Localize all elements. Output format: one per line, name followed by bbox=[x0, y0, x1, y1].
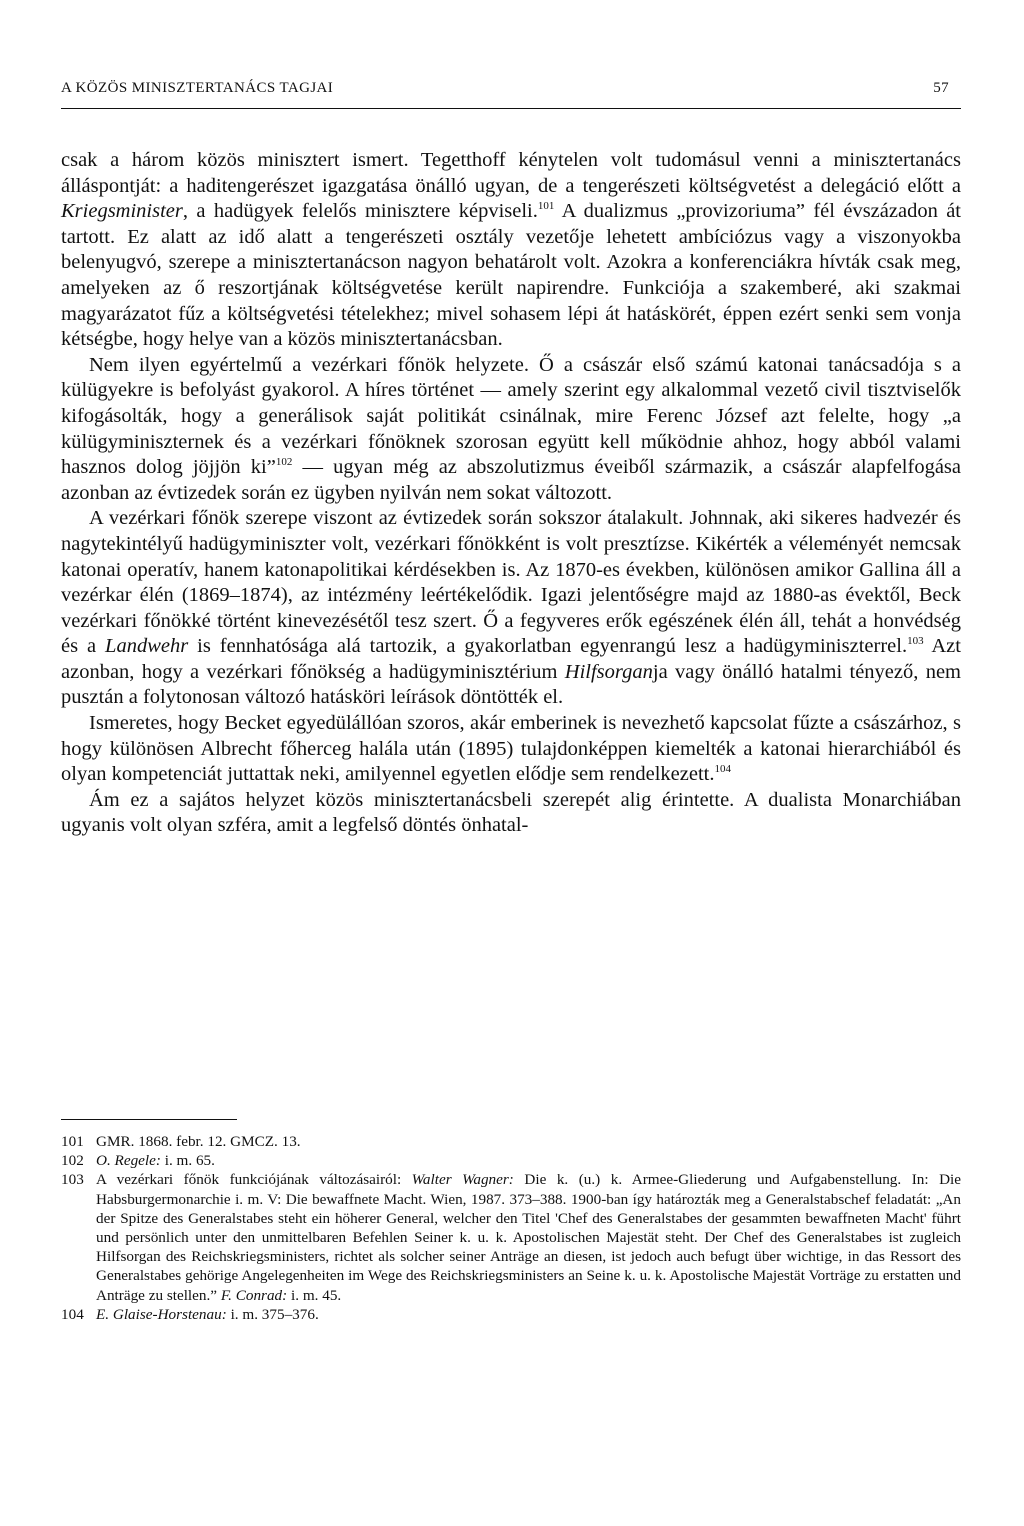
running-head bbox=[61, 80, 961, 102]
footnote-102 bbox=[61, 1151, 961, 1170]
author-name: Walter Wagner: bbox=[411, 1171, 514, 1189]
footnote-rule bbox=[61, 1119, 237, 1120]
author-name: O. Regele: bbox=[96, 1152, 161, 1170]
text-run: A dualizmus „provizoriuma” fél évszázadon át tartott. Ez alatt az idő alatt a tengerészeti osztály vezetője lehetett ambíciózus vagy a viszonyokba belenyugvó, szerepe a minisztertanácson nagyon behatárolt volt. Azokra a konferenciákra hívták csak meg, amelyeken az ő reszortjának költségvetése került napirendre. Funkciója a szakemberé, aki szakmai magyarázatot fűz a költségvetési tételekhez; mivel sohasem lépi át hatáskörét, éppen ezért senki sem vonja kétségbe, hogy helye van a közös minisztertanácsban. bbox=[61, 200, 961, 351]
book-page bbox=[61, 0, 961, 1526]
text-run: i. m. 375–376. bbox=[226, 1305, 319, 1323]
running-title: A KÖZÖS MINISZTERTANÁCS TAGJAI bbox=[61, 80, 334, 96]
footnote-number: 102 bbox=[61, 1152, 84, 1170]
author-name: E. Glaise-Horstenau: bbox=[96, 1305, 227, 1323]
italic-term: Kriegsminister bbox=[61, 200, 183, 223]
footnotes bbox=[61, 1132, 961, 1324]
footnote-101 bbox=[61, 1132, 961, 1151]
text-run: Ám ez a sajátos helyzet közös minisztertanácsbeli szerepét alig érintette. A dualista Monarchiában ugyanis volt olyan szféra, amit a legfelső döntés önhatal- bbox=[61, 788, 961, 837]
paragraph bbox=[61, 353, 961, 507]
main-text bbox=[61, 148, 961, 839]
text-run: , a hadügyek felelős minisztere képviseli. bbox=[182, 200, 538, 223]
footnote-ref: 102 bbox=[275, 456, 293, 469]
paragraph bbox=[61, 148, 961, 353]
text-run: — ugyan még az abszolutizmus éveiből származik, a császár alapfelfogása azonban az évtizedek során ez ügyben nyilván nem sokat változott. bbox=[61, 456, 961, 504]
footnote-ref: 101 bbox=[537, 200, 555, 213]
text-run: csak a három közös minisztert ismert. Tegetthoff kénytelen volt tudomásul venni a minisztertanács álláspontját: a haditengerészet igazgatása önálló ugyan, de a tengerészeti költségvetést a delegáció előtt a bbox=[61, 149, 961, 197]
author-name: F. Conrad: bbox=[220, 1286, 288, 1304]
footnote-number: 101 bbox=[61, 1133, 84, 1150]
paragraph bbox=[61, 506, 961, 711]
italic-term: Hilfsorgan bbox=[564, 660, 653, 683]
footnote-number: 103 bbox=[61, 1171, 84, 1189]
text-run: GMR. 1868. febr. 12. GMCZ. 13. bbox=[96, 1133, 301, 1150]
footnote-ref: 104 bbox=[714, 763, 731, 776]
footnote-number: 104 bbox=[61, 1305, 84, 1323]
text-run: A vezérkari főnök szerepe viszont az évtizedek során sokszor átalakult. Johnnak, aki sikeres hadvezér és nagytekintélyű hadügyminiszter volt, vezérkari főnökként is volt presztízse. Kikérték a véleményét nemcsak katonai operatív, hanem katonapolitikai kérdésekben is. Az 1870-es években, különösen amikor Gallina áll a vezérkar élén (1869–1874), az intézmény leértékelődik. Igazi jelentőségre majd az 1880-as évektől, Beck vezérkari főnökké történt kinevezésétől tesz szert. Ő a fegyveres erők egészének élén áll, tehát a honvédség és a bbox=[61, 507, 961, 658]
text-run: Ismeretes, hogy Becket egyedülállóan szoros, akár emberinek is nevezhető kapcsolat fűzte a császárhoz, s hogy különösen Albrecht főherceg halála után (1895) tulajdonképpen kiemelték a katonai hierarchiából és olyan kompetenciát juttattak neki, amilyennel egyetlen elődje sem rendelkezett. bbox=[61, 712, 961, 786]
text-run: is fennhatósága alá tartozik, a gyakorlatban egyenrangú lesz a hadügyminiszterrel. bbox=[188, 635, 908, 658]
text-run: Azt azonban, hogy a vezérkari főnökség a hadügyminisztérium bbox=[61, 635, 961, 683]
text-run: ja vagy önálló hatalmi tényező, nem pusztán a folytonosan változó hatásköri leírások döntötték el. bbox=[61, 660, 961, 709]
italic-term: Landwehr bbox=[105, 635, 189, 658]
header-rule bbox=[61, 108, 961, 109]
text-run: Die k. (u.) k. Armee-Gliederung und Aufgabenstellung. In: Die Habsburgermonarchie i. m. V: Die bewaffnete Macht. Wien, 1987. 373–388. 1900-ban így határozták meg a Generalstabschef feladatát: „An der Spitze des Generalstabes steht ein höherer General, welcher den Titel 'Chef des Generalstabes der gesammten bewaffneten Macht' führt und persönlich unter den unmittelbaren Befehlen Seiner k. u. k. Apostolischen Majestät steht. Der Chef des Generalstabes ist zugleich Hilfsorgan des Reichskriegsministers, richtet als solcher seiner Anträge an diesen, ist jedoch auch befugt über wichtige, in das Ressort des Generalstabes gehörige Angelegenheiten im Wege des Reichskriegsministers an Seine k. u. k. Apostolische Majestät Vorträge zu erstatten und Anträge zu stellen.” bbox=[96, 1171, 962, 1304]
text-run: i. m. 65. bbox=[160, 1152, 215, 1170]
footnote-103 bbox=[61, 1170, 961, 1304]
text-run: Nem ilyen egyértelmű a vezérkari főnök helyzete. Ő a császár első számú katonai tanácsadója s a külügyekre is befolyást gyakorol. A híres történet — amely szerint egy alkalommal vezető civil tisztviselők kifogásolták, hogy a generálisok saját politikát csinálnak, mire Ferenc József azt felelte, hogy „a külügyminiszternek és a vezérkari főnöknek szorosan együtt kell működnie ahhoz, hogy abból valami hasznos dolog jöjjön ki” bbox=[61, 353, 961, 479]
footnote-ref: 103 bbox=[907, 635, 924, 648]
paragraph bbox=[61, 788, 961, 839]
text-run: i. m. 45. bbox=[287, 1286, 342, 1304]
paragraph bbox=[61, 711, 961, 788]
page-number: 57 bbox=[933, 80, 949, 96]
text-run: A vezérkari főnök funkciójának változásairól: bbox=[96, 1171, 412, 1189]
footnote-104 bbox=[61, 1305, 961, 1324]
